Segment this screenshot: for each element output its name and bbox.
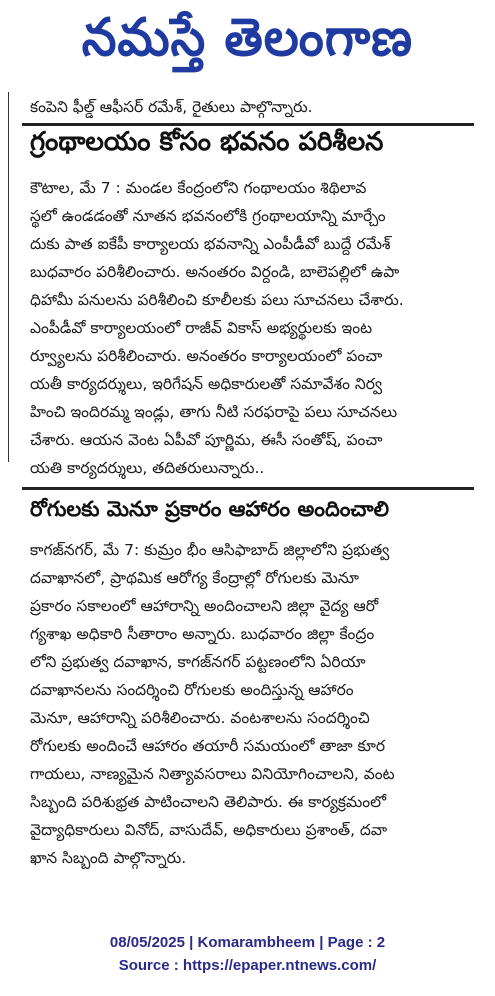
story1-line: యతి కార్యదర్శులు, తదితరులున్నారు.. bbox=[30, 459, 265, 477]
story2-line: వైద్యాధికారులు వినోద్, వాసుదేవ్, అధికారులు ప్రశాంత్, దవా bbox=[30, 821, 388, 839]
left-margin-rule bbox=[8, 92, 9, 462]
carryover-line: కంపెని ఫీల్డ్ ఆఫీసర్ రమేశ్, రైతులు పాల్గొన్నారు. bbox=[30, 98, 313, 116]
story2-headline: రోగులకు మెనూ ప్రకారం ఆహారం అందించాలి bbox=[30, 497, 389, 521]
masthead bbox=[0, 4, 495, 84]
story2-line: దవాఖానలో, ప్రాథమిక ఆరోగ్య కేంద్రాల్లో రోగులకు మెనూ bbox=[30, 569, 360, 587]
story2-line: ఖాన సిబ్బంది పాల్గొన్నారు. bbox=[30, 849, 187, 867]
divider-middle bbox=[22, 487, 474, 490]
story2-line: మెనూ, ఆహారాన్ని పరిశీలించారు. వంటశాలను సందర్శించి bbox=[30, 709, 370, 727]
story1-line: హించి ఇందిరమ్మ ఇండ్లు, తాగు నీటి సరఫరాపై పలు సూచనలు bbox=[30, 403, 398, 421]
story1-line: చేశారు. ఆయన వెంట ఏపీవో పూర్ణిమ, ఈసీ సంతోష్, పంచా bbox=[30, 431, 383, 449]
story1-line: కౌటాల, మే 7 : మండల కేంద్రంలోని గంథాలయం శిథిలావ bbox=[30, 179, 367, 197]
story1-line: ఎంపీడీవో కార్యాలయంలో రాజీవ్ వికాస్ అభ్యర్థులకు ఇంట bbox=[30, 319, 373, 337]
divider-top bbox=[22, 123, 474, 126]
story1-line: ర్వ్యూలను పరిశీలించారు. అనంతరం కార్యాలయంలో పంచా bbox=[30, 347, 383, 365]
story2-line: దవాఖానలను సందర్శించి రోగులకు అందిస్తున్న ఆహారం bbox=[30, 681, 354, 699]
story2-line: రోగులకు అందించే ఆహారం తయారీ సమయంలో తాజా కూర bbox=[30, 737, 386, 755]
footer-date-edition: 08/05/2025 | Komarambheem | Page : 2 bbox=[109, 934, 386, 951]
story1-line: స్థలో ఉండడంతో నూతన భవనంలోకి గ్రంథాలయాన్ని మార్చేం bbox=[30, 207, 386, 225]
story1-line: దుకు పాత ఐకేపీ కార్యాలయ భవనాన్ని ఎంపీడీవో బుద్దే రమేశ్ bbox=[30, 235, 391, 253]
story1-line: ధిహామీ పనులను పరిశీలించి కూలీలకు పలు సూచనలు చేశారు. bbox=[30, 291, 404, 309]
story2-line: గాయలు, నాణ్యమైన నిత్యావసరాలు వినియోగించాలని, వంట bbox=[30, 765, 395, 783]
story1-line: యతీ కార్యదర్శులు, ఇరిగేషన్ అధికారులతో సమావేశం నిర్వ bbox=[30, 375, 383, 393]
story2-line: లోని ప్రభుత్వ దవాఖాన, కాగజ్‌నగర్ పట్టణంలోని ఏరియా bbox=[30, 653, 366, 671]
story1-headline: గ్రంథాలయం కోసం భవనం పరిశీలన bbox=[30, 127, 384, 157]
story2-line: గ్యశాఖ అధికారి సీతారాం అన్నారు. బుధవారం జిల్లా కేంద్రం bbox=[30, 625, 375, 643]
story1-line: బుధవారం పరిశీలించారు. అనంతరం విర్దండి, బాలెపల్లిలో ఉపా bbox=[30, 263, 400, 281]
story2-line: సిబ్బంది పరిశుభ్రత పాటించాలని తెలిపారు. ఈ కార్యక్రమంలో bbox=[30, 793, 387, 811]
footer-source-link[interactable]: Source : https://epaper.ntnews.com/ bbox=[118, 957, 377, 974]
story2-line: కాగజ్‌నగర్, మే 7: కుమ్రం భీం ఆసిఫాబాద్ జిల్లాలోని ప్రభుత్వ bbox=[30, 541, 390, 559]
newspaper-logo: నమస్తే తెలంగాణ bbox=[81, 7, 414, 68]
story2-line: ప్రకారం సకాలంలో ఆహారాన్ని అందించాలని జిల్లా వైద్య ఆరో bbox=[30, 597, 379, 615]
